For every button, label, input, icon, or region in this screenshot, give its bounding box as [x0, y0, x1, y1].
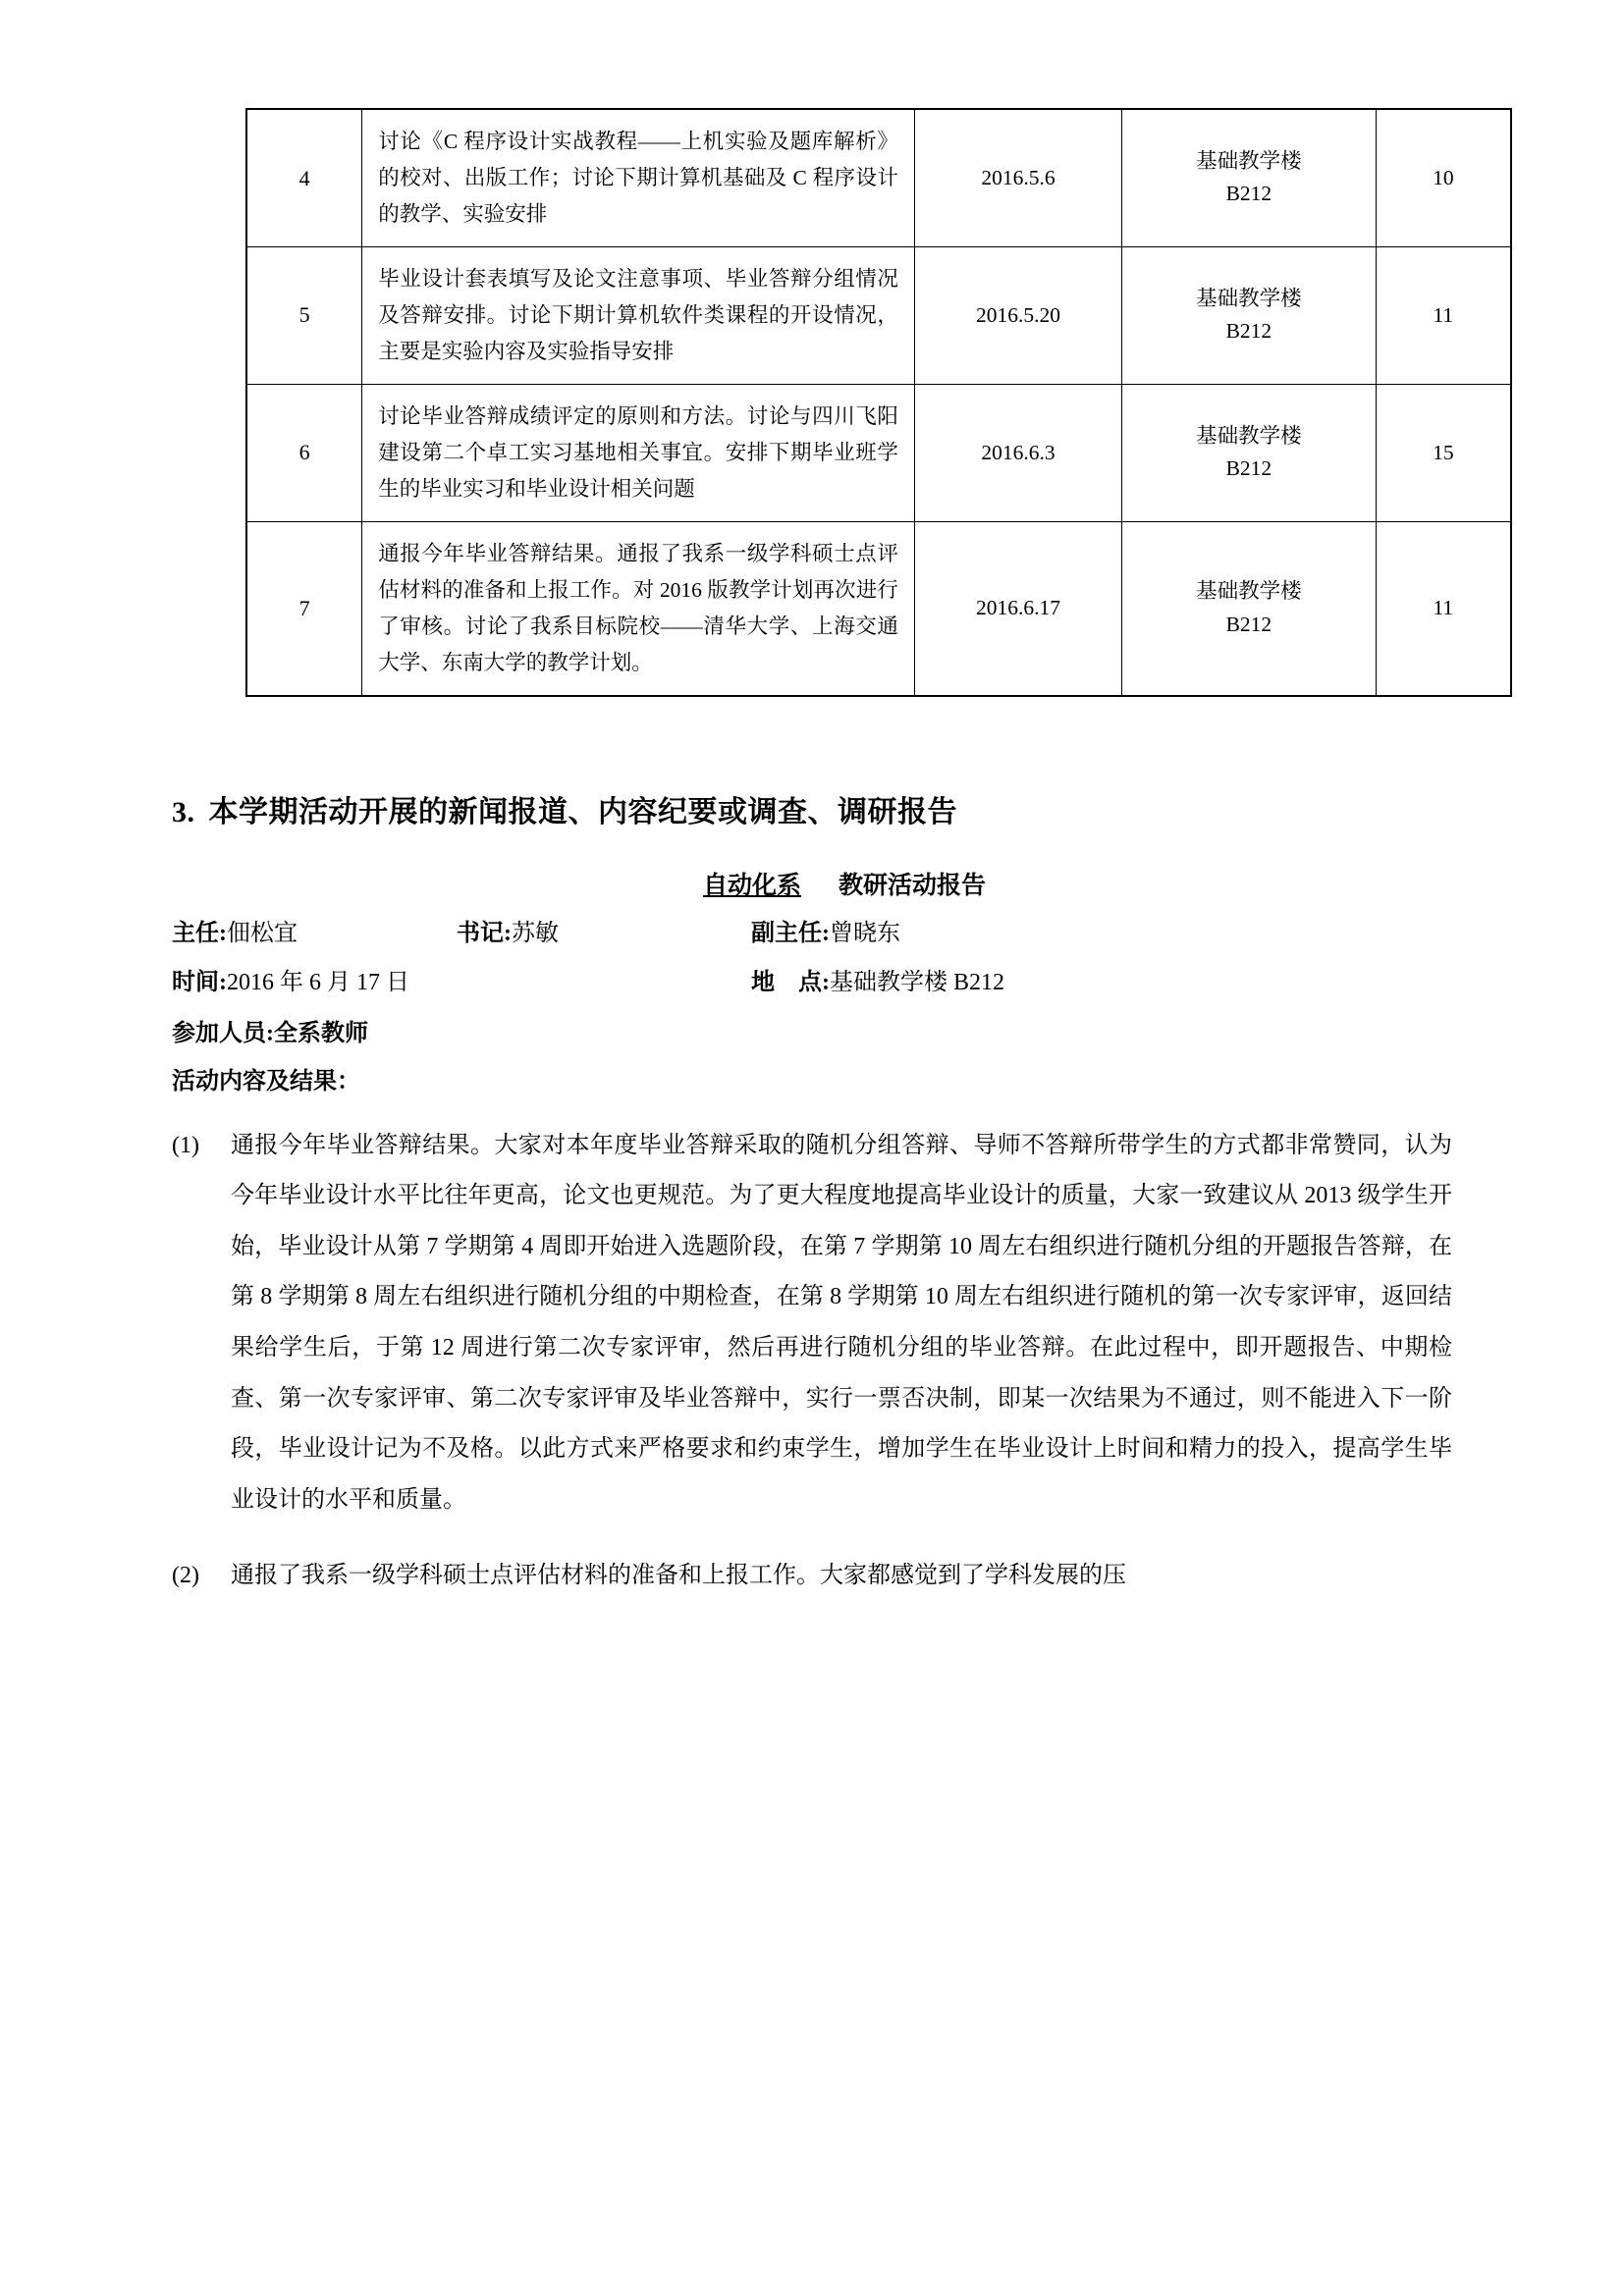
row-count: 15	[1376, 384, 1511, 521]
section-title: 本学期活动开展的新闻报道、内容纪要或调查、调研报告	[208, 795, 957, 828]
place-field	[751, 966, 1004, 1000]
section-number: 3.	[172, 795, 195, 828]
secretary-label: 书记:	[457, 920, 512, 946]
row-place	[1122, 246, 1377, 384]
place-label: 地 点:	[751, 969, 830, 995]
row-place-line1: 基础教学楼	[1196, 423, 1302, 448]
participants-field	[172, 1013, 1452, 1047]
row-number: 4	[246, 109, 362, 246]
row-date: 2016.6.3	[914, 384, 1121, 521]
row-count: 11	[1376, 246, 1511, 384]
row-content: 毕业设计套表填写及论文注意事项、毕业答辩分组情况及答辩安排。讨论下期计算机软件类课程的开设情况，主要是实验内容及实验指导安排	[362, 246, 915, 384]
numbered-paragraph	[172, 1551, 1452, 1602]
table-row	[246, 521, 1511, 695]
vice-director-value: 曾晓东	[830, 920, 900, 946]
row-date: 2016.5.20	[914, 246, 1121, 384]
director-value: 佃松宜	[227, 920, 298, 946]
row-place-line2: B212	[1225, 456, 1272, 481]
row-place-line1: 基础教学楼	[1196, 287, 1302, 311]
participants-value: 全系教师	[274, 1020, 368, 1046]
paragraph-marker: (2)	[172, 1563, 199, 1589]
row-place-line2: B212	[1225, 612, 1272, 636]
report-dept: 自动化系	[702, 872, 801, 899]
section-heading	[172, 787, 1452, 830]
row-place	[1122, 521, 1377, 695]
row-content: 通报今年毕业答辩结果。通报了我系一级学科硕士点评估材料的准备和上报工作。对 2016 版教学计划再次进行了审核。讨论了我系目标院校——清华大学、上海交通大学、东南大学的教学计划。	[362, 521, 915, 695]
secretary-field	[457, 917, 559, 951]
row-date: 2016.5.6	[914, 109, 1121, 246]
numbered-paragraph	[172, 1121, 1452, 1526]
vice-director-field	[751, 917, 900, 951]
row-place-line2: B212	[1225, 182, 1272, 206]
row-place-line1: 基础教学楼	[1196, 579, 1302, 604]
director-label: 主任:	[172, 920, 227, 946]
director-field	[172, 917, 298, 951]
report-title	[172, 866, 1452, 901]
row-content: 讨论《C 程序设计实战教程——上机实验及题库解析》的校对、出版工作；讨论下期计算机基础及 C 程序设计的教学、实验安排	[362, 109, 915, 246]
row-number: 7	[246, 521, 362, 695]
paragraph-marker: (1)	[172, 1132, 199, 1158]
row-count: 11	[1376, 521, 1511, 695]
place-value: 基础教学楼 B212	[830, 969, 1005, 995]
report-meta-line-2	[172, 966, 1452, 999]
table-body	[246, 109, 1511, 696]
table-row	[246, 246, 1511, 384]
vice-director-label: 副主任:	[751, 920, 830, 946]
row-place	[1122, 384, 1377, 521]
row-place	[1122, 109, 1377, 246]
row-place-line1: 基础教学楼	[1196, 149, 1302, 174]
content-label: 活动内容及结果：	[172, 1068, 360, 1095]
time-label: 时间:	[172, 969, 227, 995]
time-field	[172, 966, 409, 1000]
paragraph-text: 通报了我系一级学科硕士点评估材料的准备和上报工作。大家都感觉到了学科发展的压	[231, 1563, 1126, 1589]
row-number: 6	[246, 384, 362, 521]
report-title-rest: 教研活动报告	[839, 872, 987, 899]
report-meta-line-1	[172, 917, 1452, 950]
row-place-line2: B212	[1225, 319, 1272, 344]
table-row	[246, 384, 1511, 521]
participants-label: 参加人员:	[172, 1020, 274, 1046]
secretary-value: 苏敏	[512, 920, 559, 946]
row-date: 2016.6.17	[914, 521, 1121, 695]
row-number: 5	[246, 246, 362, 384]
row-count: 10	[1376, 109, 1511, 246]
paragraph-text: 通报今年毕业答辩结果。大家对本年度毕业答辩采取的随机分组答辩、导师不答辩所带学生的方式都非常赞同，认为今年毕业设计水平比往年更高，论文也更规范。为了更大程度地提高毕业设计的质量，大家一致建议从 2013 级学生开始，毕业设计从第 7 学期第 4 周即开始进入选题阶段，在第 7 学期第 10 周左右组织进行随机分组的开题报告答辩，在第 8 学期第 8 周左右组织进行随机分组的中期检查，在第 8 学期第 10 周左右组织进行随机的第一次专家评审，返回结果给学生后，于第 12 周进行第二次专家评审，然后再进行随机分组的毕业答辩。在此过程中，即开题报告、中期检查、第一次专家评审、第二次专家评审及毕业答辩中，实行一票否决制，即某一次结果为不通过，则不能进入下一阶段，毕业设计记为不及格。以此方式来严格要求和约束学生，增加学生在毕业设计上时间和精力的投入，提高学生毕业设计的水平和质量。	[231, 1132, 1452, 1513]
time-value: 2016 年 6 月 17 日	[227, 969, 409, 995]
activity-table	[245, 108, 1512, 697]
table-row	[246, 109, 1511, 246]
row-content: 讨论毕业答辩成绩评定的原则和方法。讨论与四川飞阳建设第二个卓工实习基地相关事宜。安排下期毕业班学生的毕业实习和毕业设计相关问题	[362, 384, 915, 521]
